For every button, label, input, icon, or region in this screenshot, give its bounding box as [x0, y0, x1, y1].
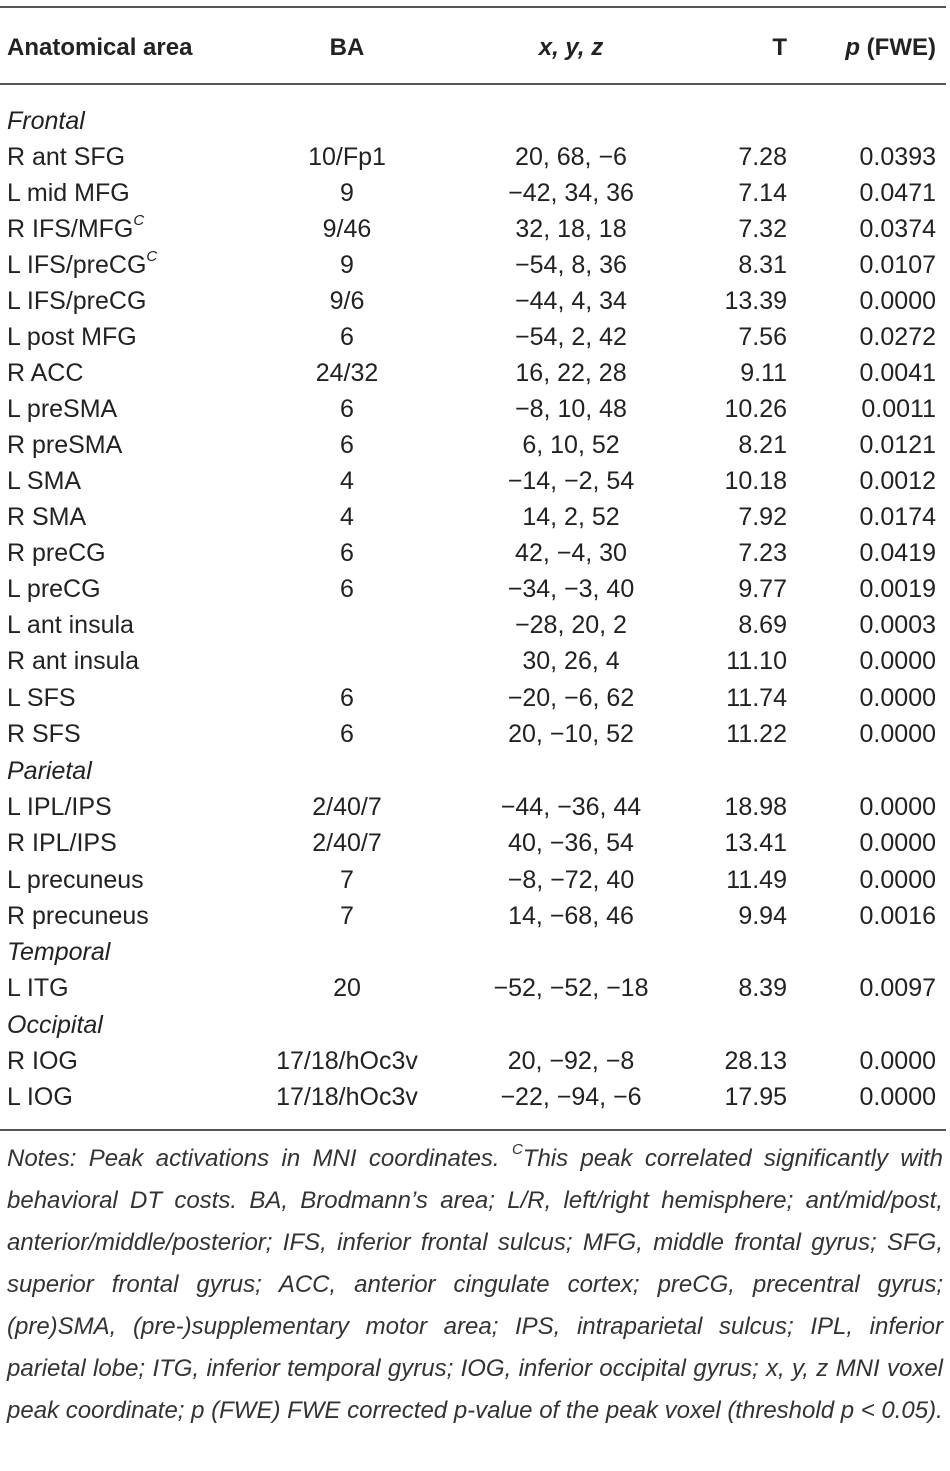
cell-p: 0.0011	[861, 395, 936, 423]
cell-xyz: −44, −36, 44	[500, 793, 642, 821]
cell-t: 18.98	[724, 793, 787, 821]
cell-area: L post MFG	[7, 323, 137, 351]
cell-xyz: 40, −36, 54	[508, 829, 634, 857]
cell-area: R ant SFG	[7, 143, 126, 171]
cell-t: 28.13	[724, 1047, 787, 1075]
cell-area: R SMA	[7, 503, 87, 531]
cell-area: L ant insula	[7, 611, 134, 639]
cell-p: 0.0016	[859, 902, 936, 930]
table-row	[0, 391, 950, 427]
cell-xyz: 20, −92, −8	[507, 1047, 635, 1075]
cell-ba: 9/46	[322, 215, 372, 243]
cell-ba: 2/40/7	[312, 829, 382, 857]
cell-ba: 9	[340, 179, 354, 207]
header-p-fwe	[800, 28, 936, 68]
cell-t: 11.10	[726, 647, 787, 675]
cell-t: 8.69	[738, 611, 787, 639]
cell-t: 13.41	[724, 829, 787, 857]
cell-t: 9.94	[738, 902, 787, 930]
cell-xyz: 14, −68, 46	[508, 902, 634, 930]
table-row	[0, 499, 950, 535]
cell-xyz: −54, 8, 36	[515, 251, 627, 279]
table-row	[0, 175, 950, 211]
cell-t: 9.11	[740, 359, 787, 387]
cell-t: 11.74	[726, 684, 787, 712]
cell-area: L preSMA	[7, 395, 118, 423]
cell-p: 0.0000	[859, 866, 936, 894]
cell-area: R preSMA	[7, 431, 123, 459]
cell-p: 0.0000	[859, 684, 936, 712]
cell-xyz: 6, 10, 52	[522, 431, 620, 459]
table-row	[0, 247, 950, 283]
cell-area: L SMA	[7, 467, 82, 495]
cell-xyz: −8, 10, 48	[515, 395, 627, 423]
section-row-temporal	[0, 934, 950, 970]
table-top-rule	[0, 6, 946, 8]
cell-p: 0.0419	[859, 539, 936, 567]
cell-ba: 6	[340, 395, 354, 423]
section-label: Frontal	[7, 107, 85, 135]
table-row	[0, 319, 950, 355]
header-ba: BA	[329, 34, 365, 61]
cell-ba: 9	[340, 251, 354, 279]
cell-area: R SFS	[7, 720, 81, 748]
section-row-occipital	[0, 1007, 950, 1043]
table-row	[0, 139, 950, 175]
cell-ba: 6	[340, 323, 354, 351]
cell-p: 0.0003	[859, 611, 936, 639]
cell-p: 0.0012	[859, 467, 936, 495]
cell-p: 0.0041	[859, 359, 936, 387]
cell-t: 9.77	[738, 575, 787, 603]
cell-ba: 4	[340, 503, 354, 531]
cell-t: 7.92	[738, 503, 787, 531]
section-row-parietal	[0, 753, 950, 789]
cell-t: 8.31	[738, 251, 787, 279]
cell-t: 7.23	[738, 539, 787, 567]
cell-ba: 6	[340, 575, 354, 603]
cell-p: 0.0000	[859, 287, 936, 315]
cell-xyz: −8, −72, 40	[507, 866, 635, 894]
cell-t: 17.95	[724, 1083, 787, 1111]
cell-xyz: −44, 4, 34	[515, 287, 627, 315]
cell-t: 10.18	[724, 467, 787, 495]
cell-xyz: 42, −4, 30	[515, 539, 627, 567]
cell-t: 7.28	[738, 143, 787, 171]
cell-area: L SFS	[7, 684, 76, 712]
cell-t: 7.56	[738, 323, 787, 351]
cell-p: 0.0174	[859, 503, 936, 531]
cell-t: 10.26	[724, 395, 787, 423]
cell-ba: 17/18/hOc3v	[276, 1083, 418, 1111]
cell-p: 0.0471	[859, 179, 936, 207]
cell-area: L ITG	[7, 974, 69, 1002]
cell-t: 7.14	[738, 179, 787, 207]
cell-ba: 6	[340, 431, 354, 459]
notes-superscript: C	[511, 1141, 523, 1158]
cell-area: L IPL/IPS	[7, 793, 112, 821]
section-label: Parietal	[7, 757, 92, 785]
cell-area: R preCG	[7, 539, 106, 567]
cell-ba: 24/32	[315, 359, 379, 387]
cell-xyz: 30, 26, 4	[522, 647, 620, 675]
table-header-row	[0, 28, 950, 68]
section-label: Temporal	[7, 938, 111, 966]
table-row	[0, 1043, 950, 1079]
cell-xyz: −28, 20, 2	[515, 611, 627, 639]
cell-area	[7, 211, 144, 247]
cell-area: R ant insula	[7, 647, 140, 675]
table-row	[0, 825, 950, 861]
cell-t: 8.39	[738, 974, 787, 1002]
cell-ba: 4	[340, 467, 354, 495]
cell-ba: 17/18/hOc3v	[276, 1047, 418, 1075]
cell-p: 0.0000	[859, 1047, 936, 1075]
table-row	[0, 283, 950, 319]
cell-p: 0.0000	[859, 1083, 936, 1111]
cell-area: L IFS/preCG	[7, 287, 147, 315]
cell-p: 0.0000	[859, 720, 936, 748]
table-row	[0, 607, 950, 643]
table-row	[0, 535, 950, 571]
table-row	[0, 211, 950, 247]
header-anatomical-area: Anatomical area	[7, 34, 193, 61]
cell-p: 0.0272	[859, 323, 936, 351]
cell-area: L IOG	[7, 1083, 73, 1111]
cell-xyz: 20, −10, 52	[508, 720, 634, 748]
header-t: T	[772, 34, 787, 61]
cell-xyz: 20, 68, −6	[515, 143, 627, 171]
cell-ba: 6	[340, 539, 354, 567]
table-row	[0, 680, 950, 716]
cell-xyz: −54, 2, 42	[515, 323, 627, 351]
cell-xyz: −42, 34, 36	[508, 179, 634, 207]
table-row	[0, 1079, 950, 1115]
cell-area: L preCG	[7, 575, 101, 603]
correlation-superscript: C	[146, 247, 158, 265]
table-row	[0, 571, 950, 607]
cell-t: 13.39	[724, 287, 787, 315]
cell-xyz: 32, 18, 18	[515, 215, 627, 243]
cell-p: 0.0000	[859, 647, 936, 675]
cell-ba: 20	[333, 974, 361, 1002]
header-xyz: x, y, z	[538, 34, 604, 61]
cell-t: 11.22	[726, 720, 787, 748]
cell-t: 11.49	[726, 866, 787, 894]
table-notes	[7, 1138, 943, 1432]
cell-p: 0.0097	[859, 974, 936, 1002]
cell-area-text: L IFS/preCG	[7, 251, 147, 279]
cell-xyz: 16, 22, 28	[515, 359, 627, 387]
notes-body: This peak correlated significantly with behavioral DT costs. BA, Brodmann’s area; L/R, left/right hemisphere; ant/mid/post, anterior/middle/posterior; IFS, inferior frontal sulcus; MFG, middle frontal gyrus; SFG, superior frontal gyrus; ACC, anterior cingulate cortex; preCG, precentral gyrus; (pre)SMA, (pre-)supplementary motor area; IPS, intraparietal sulcus; IPL, inferior parietal lobe; ITG, inferior temporal gyrus; IOG, inferior occipital gyrus; x, y, z MNI voxel peak coordinate; p (FWE) FWE corrected p-value of the peak voxel (threshold p < 0.05).	[7, 1145, 943, 1424]
cell-ba: 10/Fp1	[308, 143, 386, 171]
cell-p: 0.0019	[859, 575, 936, 603]
cell-p: 0.0393	[859, 143, 936, 171]
cell-area: L mid MFG	[7, 179, 130, 207]
cell-t: 7.32	[738, 215, 787, 243]
table-row	[0, 898, 950, 934]
table-header-rule	[0, 83, 946, 85]
cell-area: R IPL/IPS	[7, 829, 117, 857]
cell-t: 8.21	[738, 431, 787, 459]
table-bottom-rule	[0, 1129, 946, 1131]
cell-area: R precuneus	[7, 902, 149, 930]
section-label: Occipital	[7, 1011, 103, 1039]
cell-xyz: 14, 2, 52	[522, 503, 620, 531]
header-p-suffix: (FWE)	[860, 34, 936, 61]
section-row-frontal	[0, 103, 950, 139]
cell-ba: 6	[340, 684, 354, 712]
table-row	[0, 427, 950, 463]
cell-p: 0.0000	[859, 793, 936, 821]
correlation-superscript: C	[133, 211, 145, 229]
cell-area: R IOG	[7, 1047, 78, 1075]
table-row	[0, 862, 950, 898]
cell-xyz: −52, −52, −18	[493, 974, 649, 1002]
cell-xyz: −20, −6, 62	[507, 684, 635, 712]
cell-area: L precuneus	[7, 866, 144, 894]
cell-area-text: R IFS/MFG	[7, 215, 134, 243]
cell-ba: 9/6	[329, 287, 365, 315]
cell-area	[7, 247, 157, 283]
cell-xyz: −14, −2, 54	[507, 467, 635, 495]
header-p-letter: p	[845, 34, 861, 61]
cell-p: 0.0374	[859, 215, 936, 243]
table-row	[0, 463, 950, 499]
cell-p: 0.0121	[859, 431, 936, 459]
cell-ba: 2/40/7	[312, 793, 382, 821]
table-row	[0, 789, 950, 825]
cell-p: 0.0107	[859, 251, 936, 279]
table-row	[0, 716, 950, 752]
table-row	[0, 355, 950, 391]
cell-ba: 7	[340, 902, 354, 930]
cell-p: 0.0000	[859, 829, 936, 857]
cell-xyz: −34, −3, 40	[507, 575, 635, 603]
cell-area: R ACC	[7, 359, 84, 387]
cell-ba: 6	[340, 720, 354, 748]
cell-xyz: −22, −94, −6	[500, 1083, 642, 1111]
cell-ba: 7	[340, 866, 354, 894]
table-row	[0, 970, 950, 1006]
notes-lead: Notes: Peak activations in MNI coordinates.	[7, 1145, 512, 1172]
table-row	[0, 643, 950, 679]
